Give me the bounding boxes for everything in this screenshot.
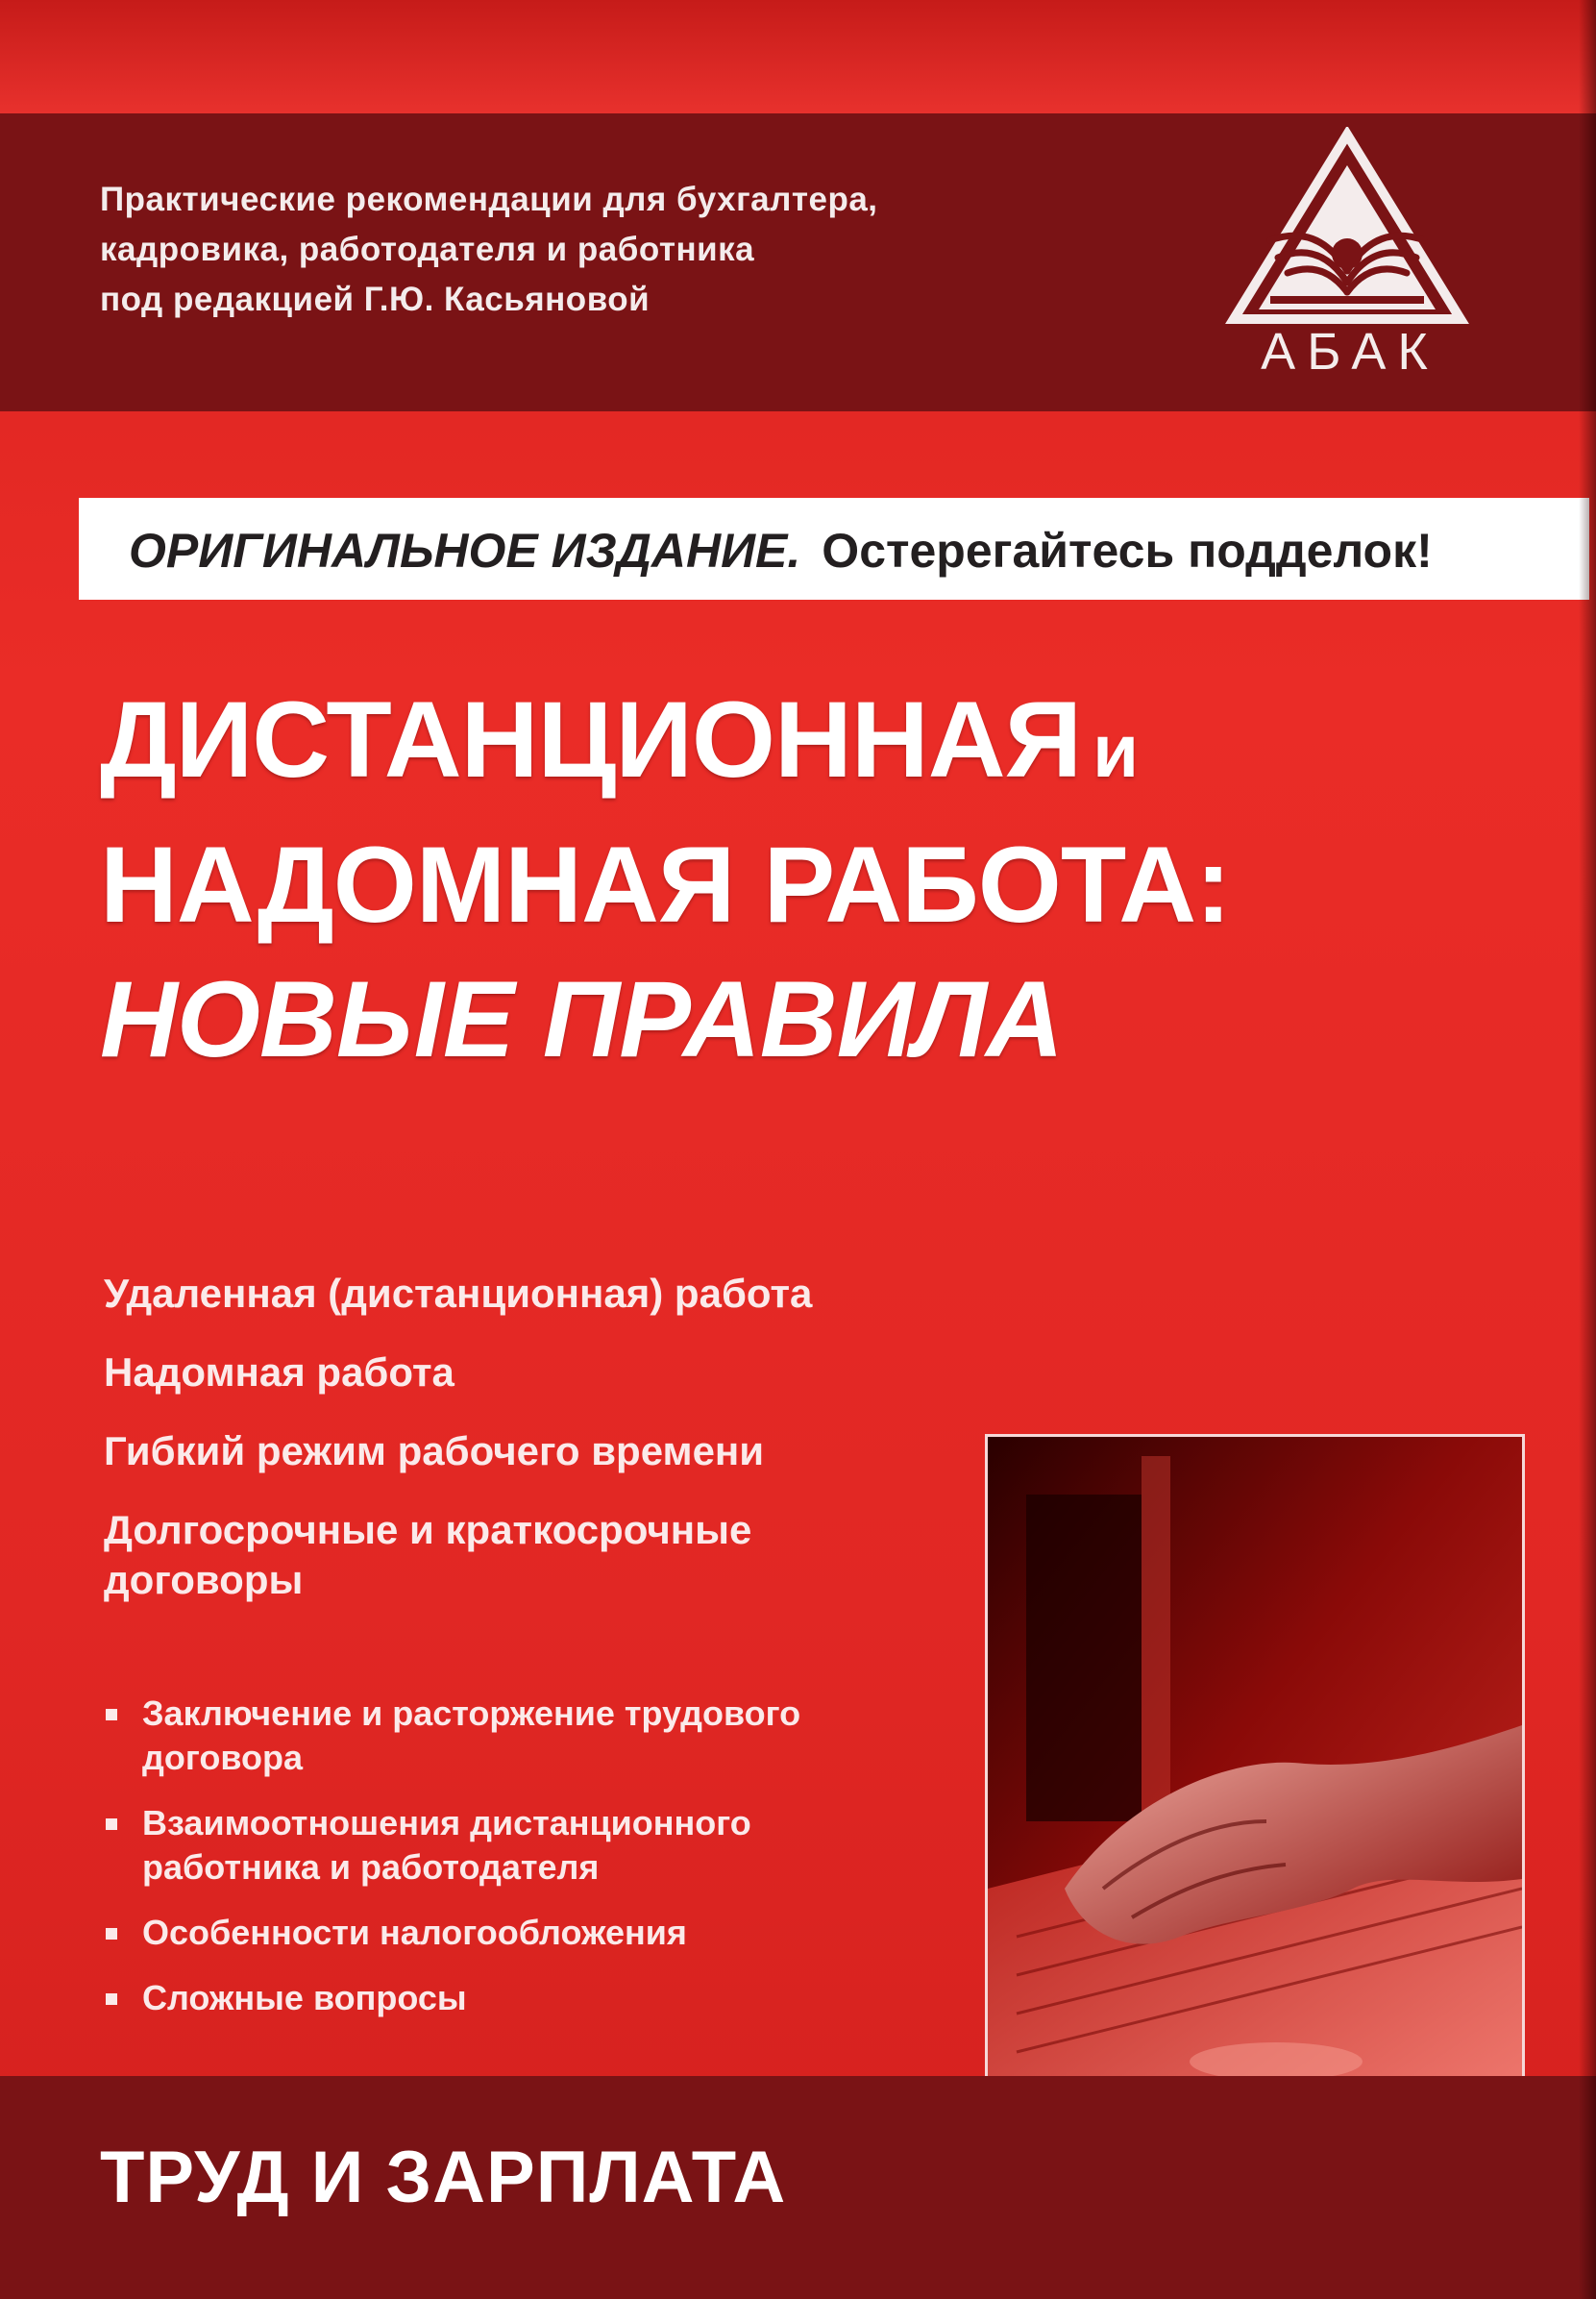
original-edition-banner bbox=[79, 498, 1589, 600]
bullet-line: Взаимоотношения дистанционного bbox=[142, 1803, 751, 1842]
topic-item: Удаленная (дистанционная) работа bbox=[104, 1271, 813, 1316]
title-conjunction: и bbox=[1093, 708, 1139, 793]
banner-warning: Остерегайтесь подделок! bbox=[822, 524, 1433, 578]
edge-shadow bbox=[1579, 0, 1596, 2299]
keyboard-hand-photo bbox=[985, 1434, 1525, 2120]
title-line-2: НАДОМНАЯ РАБОТА: bbox=[100, 825, 1231, 945]
topic-item: Гибкий режим рабочего времени bbox=[104, 1428, 765, 1473]
topic-item: Надомная работа bbox=[104, 1349, 454, 1395]
topic-item: Долгосрочные и краткосрочные bbox=[104, 1507, 752, 1552]
bullet-item bbox=[104, 1976, 800, 2020]
title-line-1: ДИСТАНЦИОННАЯ bbox=[100, 680, 1082, 800]
subtitle-line: кадровика, работодателя и работника bbox=[100, 231, 755, 268]
subtitle-line: под редакцией Г.Ю. Касьяновой bbox=[100, 281, 651, 318]
topic-item: договоры bbox=[104, 1557, 304, 1602]
series-title: ТРУД И ЗАРПЛАТА bbox=[100, 2137, 787, 2218]
cover-subtitle bbox=[100, 175, 1118, 325]
bullet-item bbox=[104, 1692, 800, 1780]
banner-emphasis: ОРИГИНАЛЬНОЕ ИЗДАНИЕ. bbox=[129, 524, 801, 578]
subtitle-line: Практические рекомендации для бухгалтера, bbox=[100, 181, 878, 218]
publisher-name: АБАК bbox=[1261, 323, 1439, 381]
bullet-list bbox=[104, 1692, 800, 2041]
bullet-line: Сложные вопросы bbox=[142, 1978, 467, 2017]
top-edge bbox=[0, 0, 1596, 113]
bullet-line: работника и работодателя bbox=[142, 1847, 600, 1887]
topics-list bbox=[104, 1269, 812, 1634]
title-line-3: НОВЫЕ ПРАВИЛА bbox=[100, 959, 1064, 1079]
banner-text bbox=[129, 523, 1433, 579]
bullet-line: Заключение и расторжение трудового bbox=[142, 1693, 801, 1733]
bullet-item bbox=[104, 1801, 800, 1890]
bullet-line: Особенности налогообложения bbox=[142, 1913, 687, 1952]
book-title bbox=[100, 673, 1230, 1087]
bullet-item bbox=[104, 1911, 800, 1955]
bullet-line: договора bbox=[142, 1738, 304, 1777]
